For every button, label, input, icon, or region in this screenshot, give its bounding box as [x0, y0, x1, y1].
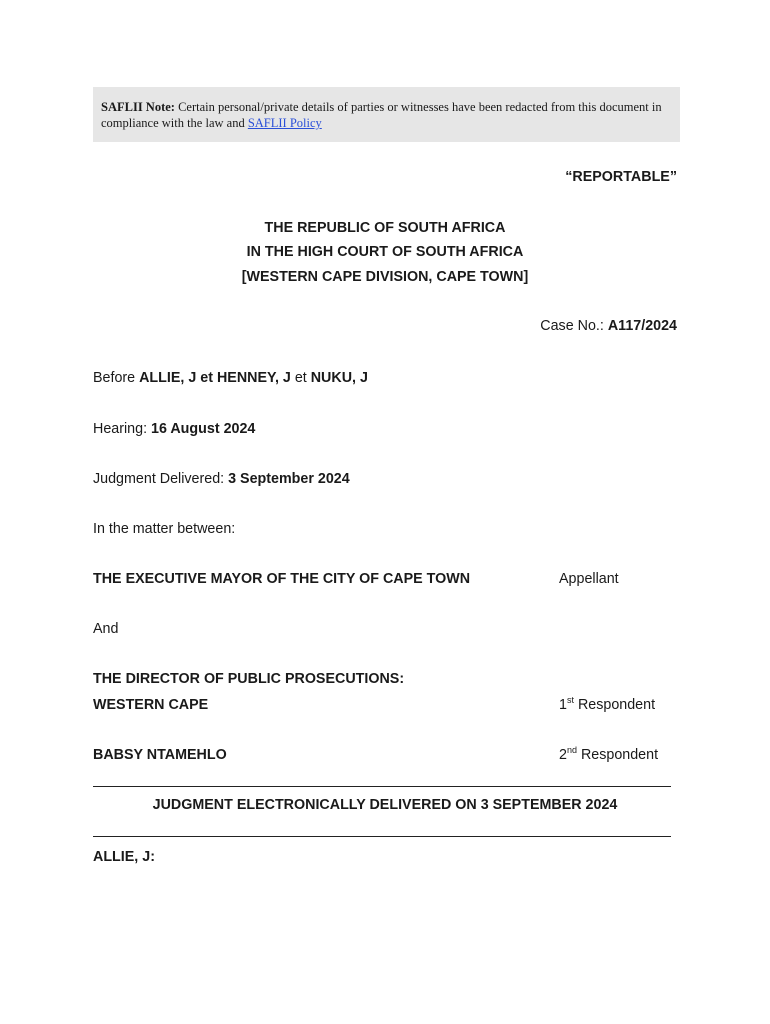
court-heading-line2: IN THE HIGH COURT OF SOUTH AFRICA [246, 244, 524, 260]
case-number-value: A117/2024 [607, 318, 677, 334]
delivered-label: Judgment Delivered: [93, 471, 229, 487]
hearing-line [93, 420, 255, 438]
divider-bottom [93, 836, 671, 837]
respondent1-role-label: Respondent [573, 697, 656, 713]
saflii-note-box [93, 87, 680, 142]
author-heading: ALLIE, J: [93, 849, 155, 865]
respondent2-ordinal-number: 2 [559, 747, 567, 763]
saflii-note-label: SAFLII Note: [101, 100, 175, 114]
delivery-notice: JUDGMENT ELECTRONICALLY DELIVERED ON 3 SEPTEMBER 2024 [152, 797, 618, 813]
delivered-line [93, 470, 350, 488]
case-number-label: Case No.: [540, 318, 608, 334]
respondent1-role [559, 696, 655, 714]
respondent2-role [559, 746, 658, 764]
appellant-role: Appellant [559, 571, 619, 587]
saflii-policy-link[interactable]: SAFLII Policy [247, 116, 322, 130]
and-label: And [93, 621, 119, 637]
reportable-label: “REPORTABLE” [565, 169, 677, 185]
bench-prefix: Before [93, 370, 140, 386]
respondent2-ordinal-suffix: nd [566, 745, 577, 756]
case-number [540, 317, 677, 335]
delivered-date: 3 September 2024 [228, 471, 350, 487]
respondent1-name-line2: WESTERN CAPE [93, 697, 209, 713]
court-heading-line3: [WESTERN CAPE DIVISION, CAPE TOWN] [241, 269, 529, 285]
appellant-name: THE EXECUTIVE MAYOR OF THE CITY OF CAPE TOWN [93, 571, 471, 587]
court-heading-line1: THE REPUBLIC OF SOUTH AFRICA [264, 220, 506, 236]
saflii-note-text: Certain personal/private details of parties or witnesses have been redacted from this document in compliance with the law and [101, 100, 662, 130]
bench-judges-first: ALLIE, J et HENNEY, J [139, 370, 291, 386]
bench-line [93, 369, 368, 387]
respondent1-name-line1: THE DIRECTOR OF PUBLIC PROSECUTIONS: [93, 671, 405, 687]
divider-top [93, 786, 671, 787]
hearing-date: 16 August 2024 [151, 421, 256, 437]
respondent2-name: BABSY NTAMEHLO [93, 747, 227, 763]
hearing-label: Hearing: [93, 421, 152, 437]
respondent1-ordinal-number: 1 [559, 697, 567, 713]
matter-between: In the matter between: [93, 521, 236, 537]
bench-separator: et [290, 370, 311, 386]
respondent2-role-label: Respondent [576, 747, 659, 763]
respondent1-ordinal-suffix: st [566, 695, 574, 706]
bench-judge-last: NUKU, J [310, 370, 368, 386]
